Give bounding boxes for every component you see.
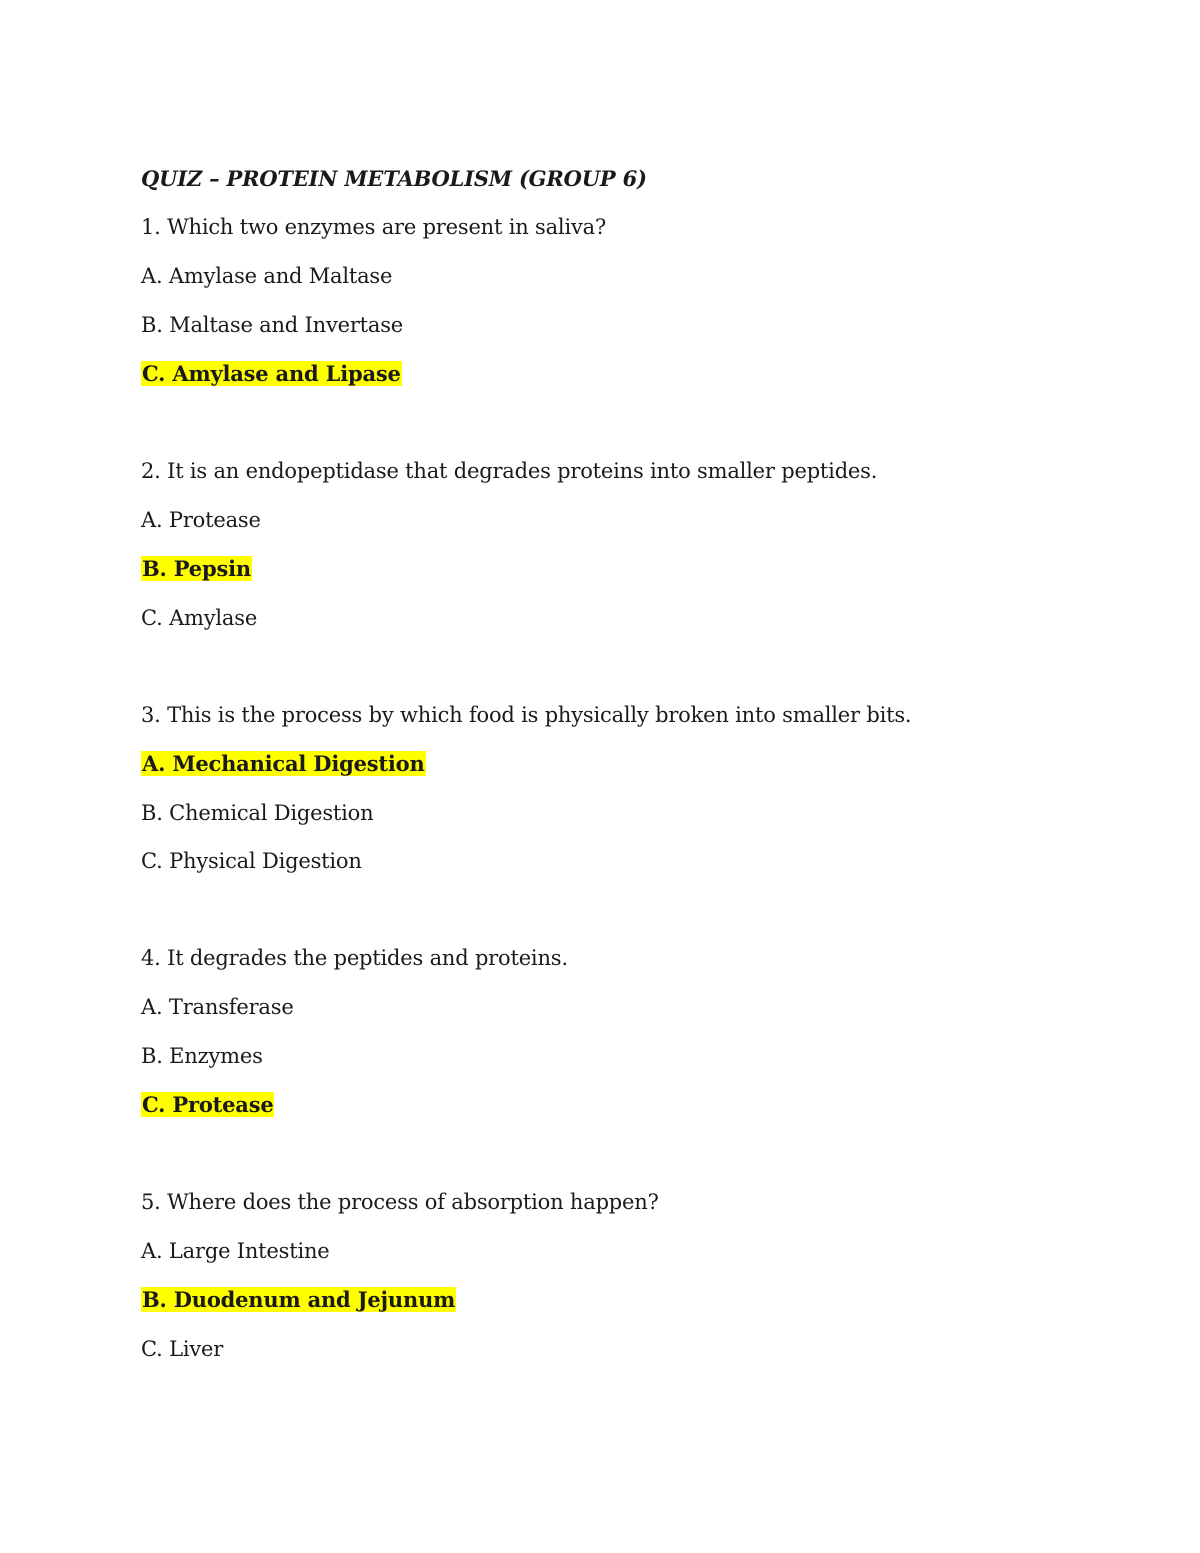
highlighted-answer: B. Pepsin	[142, 556, 251, 581]
highlighted-answer: C. Amylase and Lipase	[142, 361, 401, 386]
option-2c: C. Amylase	[141, 606, 258, 630]
option-4a: A. Transferase	[141, 995, 294, 1019]
question-1: 1. Which two enzymes are present in saliva?	[141, 215, 607, 239]
question-4: 4. It degrades the peptides and proteins.	[141, 946, 568, 970]
highlighted-answer: C. Protease	[142, 1092, 274, 1117]
option-4b: B. Enzymes	[141, 1044, 263, 1068]
option-3c: C. Physical Digestion	[141, 849, 362, 873]
option-3b: B. Chemical Digestion	[141, 801, 374, 825]
question-5: 5. Where does the process of absorption happen?	[141, 1190, 659, 1214]
option-4c-correct	[141, 1092, 274, 1118]
option-1a: A. Amylase and Maltase	[141, 264, 393, 288]
quiz-title: QUIZ – PROTEIN METABOLISM (GROUP 6)	[141, 166, 647, 191]
option-1c-correct	[141, 361, 402, 387]
option-2a: A. Protease	[141, 508, 261, 532]
option-3a-correct	[141, 751, 426, 777]
highlighted-answer: A. Mechanical Digestion	[142, 751, 425, 776]
option-5a: A. Large Intestine	[141, 1239, 330, 1263]
option-5c: C. Liver	[141, 1337, 224, 1361]
question-2: 2. It is an endopeptidase that degrades proteins into smaller peptides.	[141, 459, 878, 483]
question-3: 3. This is the process by which food is physically broken into smaller bits.	[141, 703, 912, 727]
option-5b-correct	[141, 1287, 456, 1313]
option-2b-correct	[141, 556, 252, 582]
highlighted-answer: B. Duodenum and Jejunum	[142, 1287, 456, 1312]
option-1b: B. Maltase and Invertase	[141, 313, 404, 337]
